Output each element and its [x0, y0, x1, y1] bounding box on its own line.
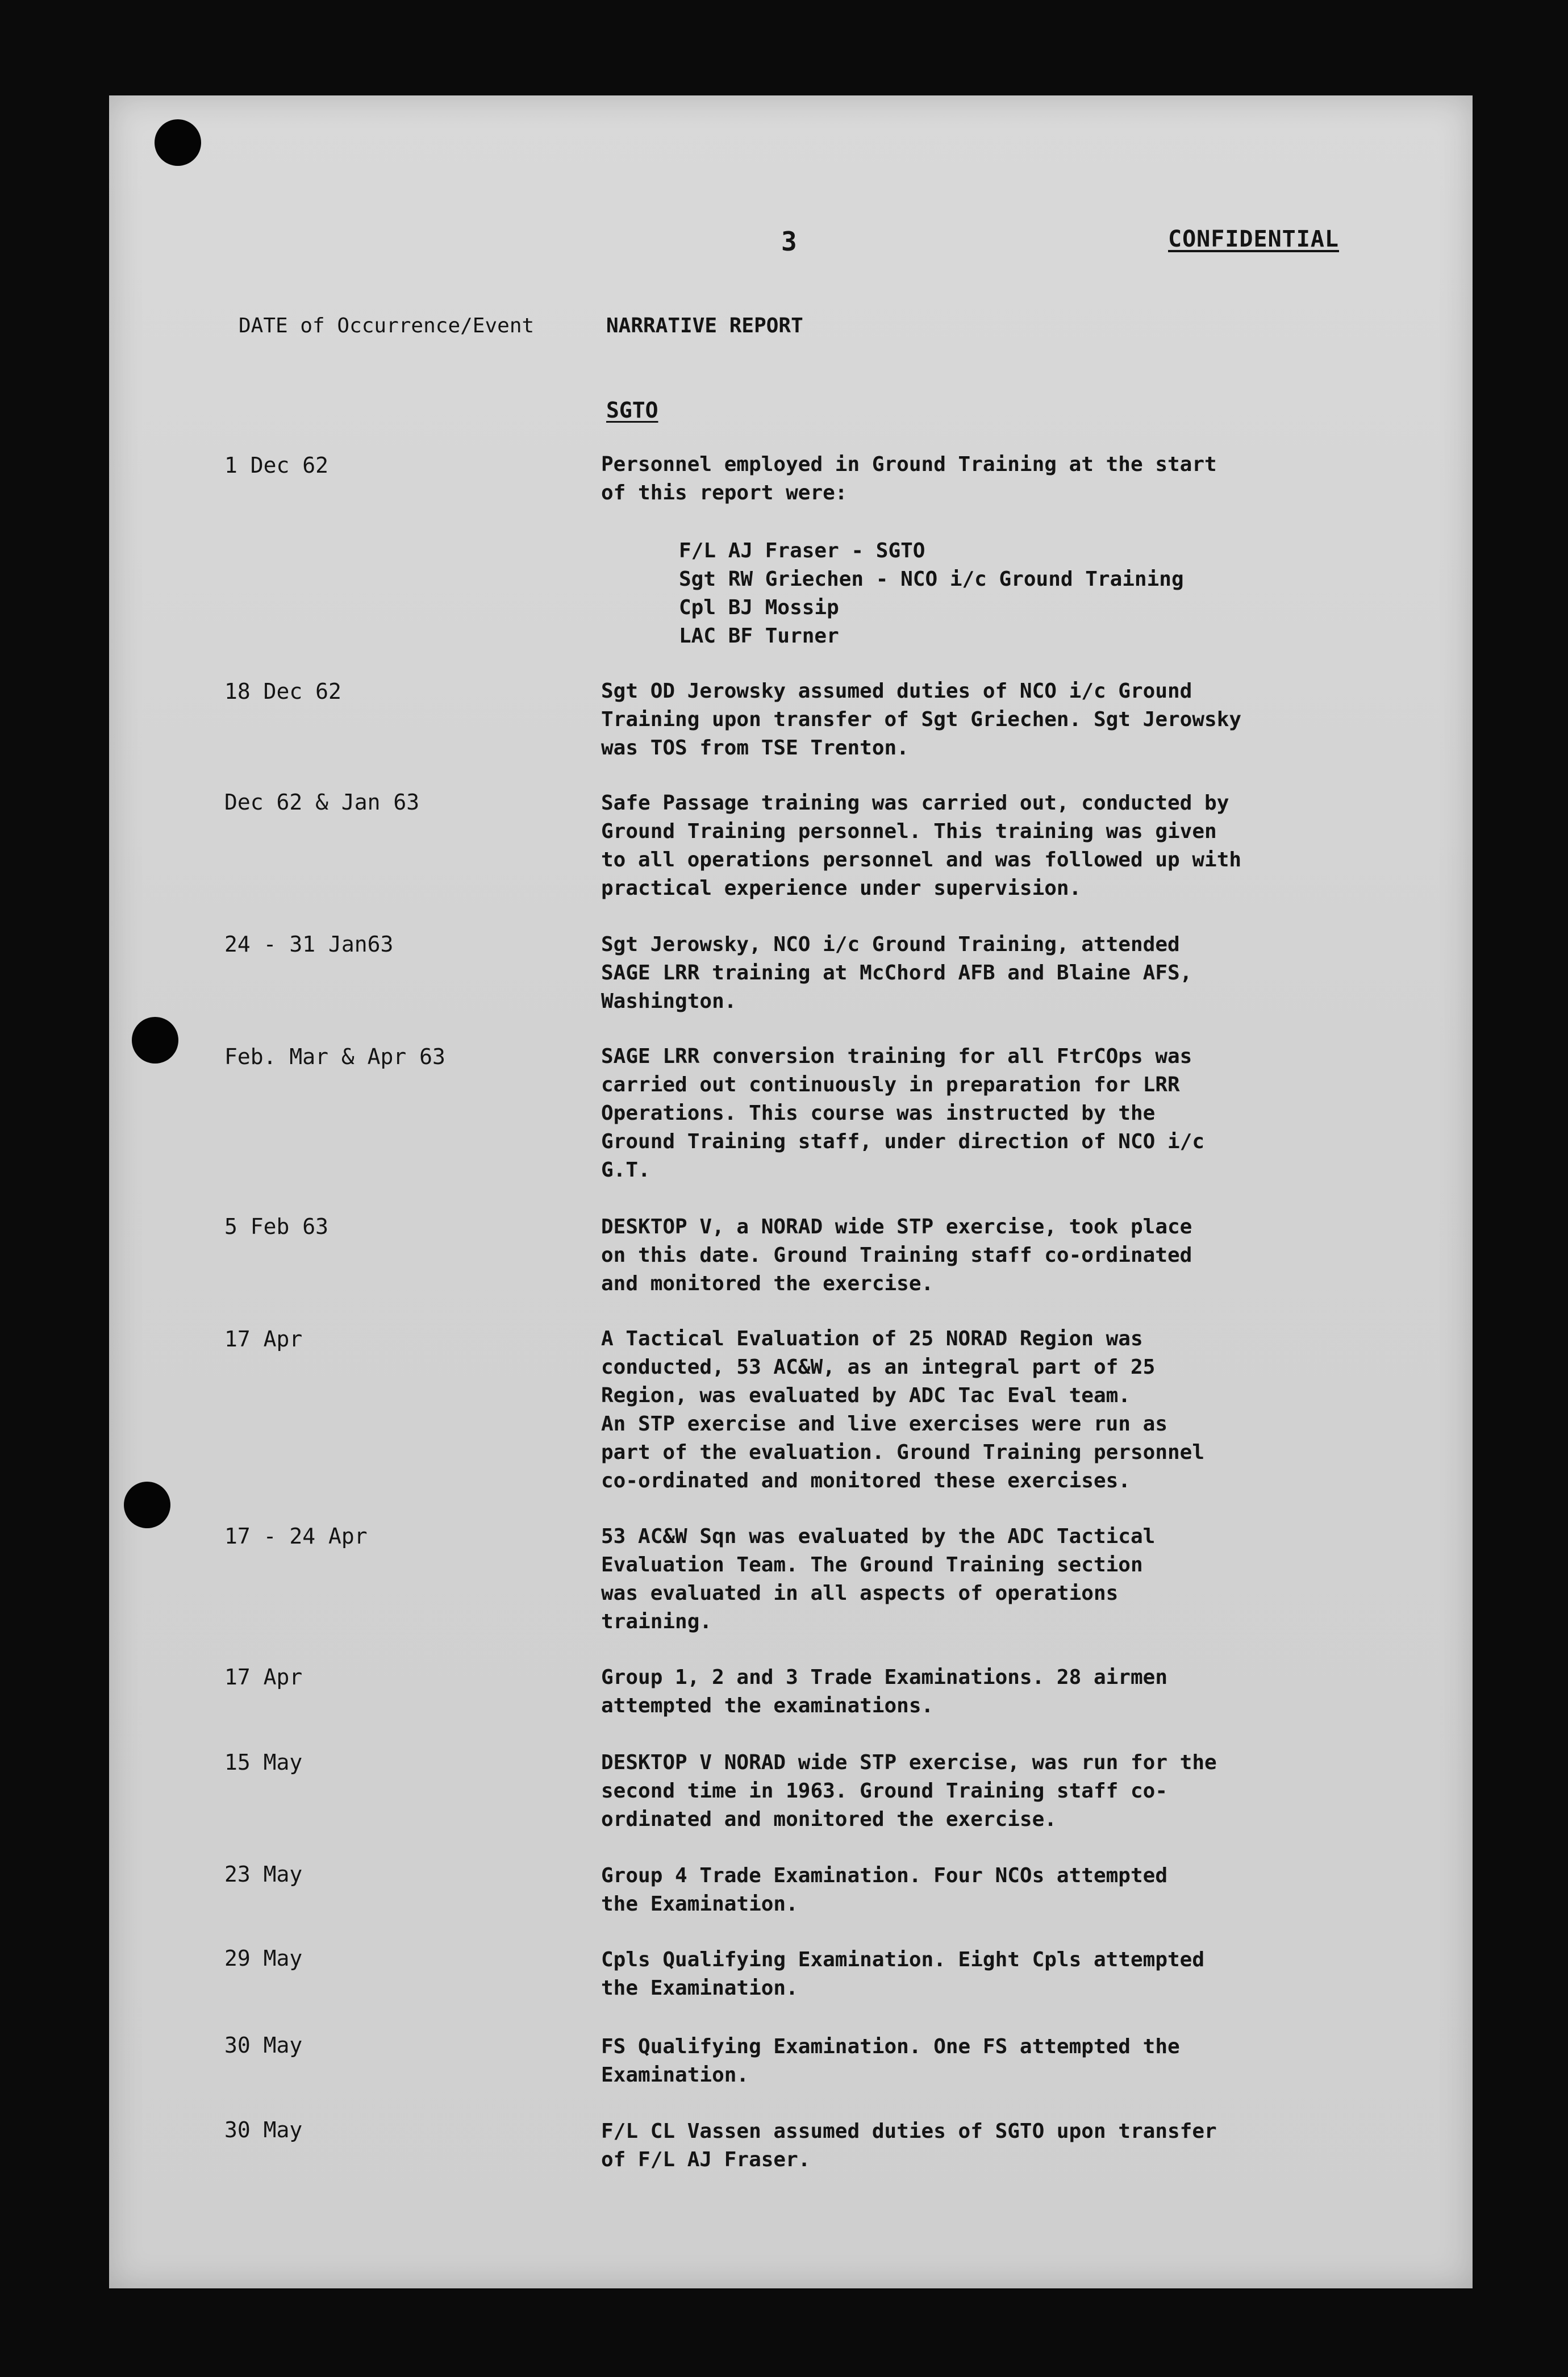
page-number: 3: [781, 226, 797, 257]
section-title: SGTO: [606, 398, 658, 423]
entry-narrative: Group 1, 2 and 3 Trade Examinations. 28 airmen attempted the examinations.: [601, 1666, 1167, 1717]
personnel-item: F/L AJ Fraser - SGTO: [679, 539, 925, 562]
personnel-item: Cpl BJ Mossip: [679, 596, 839, 619]
entry-date: 30 May: [224, 2117, 303, 2142]
punch-hole-lower: [124, 1482, 170, 1528]
punch-hole-top: [155, 119, 201, 166]
entry-date: 5 Feb 63: [224, 1214, 329, 1239]
classification-marking: CONFIDENTIAL: [1168, 226, 1339, 252]
entry-narrative: DESKTOP V, a NORAD wide STP exercise, took place on this date. Ground Training staff co-ordinated and monitored the exercise.: [601, 1215, 1192, 1295]
personnel-list: [679, 537, 1184, 650]
entry-date: 23 May: [224, 1862, 303, 1887]
entry-narrative: Sgt OD Jerowsky assumed duties of NCO i/c Ground Training upon transfer of Sgt Griechen. Sgt Jerowsky was TOS from TSE Trenton.: [601, 679, 1242, 760]
entry-date: 24 - 31 Jan63: [224, 932, 394, 957]
entry-narrative: DESKTOP V NORAD wide STP exercise, was run for the second time in 1963. Ground Training staff co- ordinated and monitored the exercise.: [601, 1751, 1217, 1831]
entry-date: 18 Dec 62: [224, 679, 341, 704]
entry-date: 1 Dec 62: [224, 453, 329, 478]
entry-narrative: Personnel employed in Ground Training at the start of this report were:: [601, 453, 1217, 504]
entry-narrative: Cpls Qualifying Examination. Eight Cpls attempted the Examination.: [601, 1948, 1205, 2000]
entry-date: 15 May: [224, 1750, 303, 1775]
personnel-item: Sgt RW Griechen - NCO i/c Ground Training: [679, 568, 1184, 591]
entry-narrative: Sgt Jerowsky, NCO i/c Ground Training, attended SAGE LRR training at McChord AFB and Blaine AFS, Washington.: [601, 933, 1192, 1013]
entry-narrative: A Tactical Evaluation of 25 NORAD Region was conducted, 53 AC&W, as an integral part of 25 Region, was evaluated by ADC Tac Eval team. An STP exercise and live exercises were run as part of the evaluation. Ground Training personnel co-ordinated and monitored these exercises.: [601, 1327, 1205, 1492]
entry-narrative: FS Qualifying Examination. One FS attempted the Examination.: [601, 2035, 1180, 2087]
entry-date: Feb. Mar & Apr 63: [224, 1044, 445, 1069]
entry-date: 29 May: [224, 1946, 303, 1971]
entry-date: 17 Apr: [224, 1665, 303, 1690]
personnel-item: LAC BF Turner: [679, 624, 839, 648]
entry-narrative: Safe Passage training was carried out, conducted by Ground Training personnel. This training was given to all operations personnel and was followed up with practical experience under supervision.: [601, 791, 1242, 900]
entry-date: 17 Apr: [224, 1327, 303, 1352]
narrative-column-header: NARRATIVE REPORT: [606, 314, 803, 337]
entry-date: 30 May: [224, 2033, 303, 2058]
entry-narrative: F/L CL Vassen assumed duties of SGTO upon transfer of F/L AJ Fraser.: [601, 2120, 1217, 2171]
entry-narrative: SAGE LRR conversion training for all FtrCOps was carried out continuously in preparation for LRR Operations. This course was instructed by the Ground Training staff, under direction of NCO i/c G.T.: [601, 1045, 1205, 1182]
date-column-header: DATE of Occurrence/Event: [239, 314, 535, 337]
punch-hole-middle: [132, 1017, 178, 1064]
entry-narrative: 53 AC&W Sqn was evaluated by the ADC Tactical Evaluation Team. The Ground Training section was evaluated in all aspects of operations training.: [601, 1525, 1156, 1633]
entry-date: Dec 62 & Jan 63: [224, 790, 420, 815]
entry-date: 17 - 24 Apr: [224, 1524, 368, 1549]
entry-narrative: Group 4 Trade Examination. Four NCOs attempted the Examination.: [601, 1864, 1167, 1916]
